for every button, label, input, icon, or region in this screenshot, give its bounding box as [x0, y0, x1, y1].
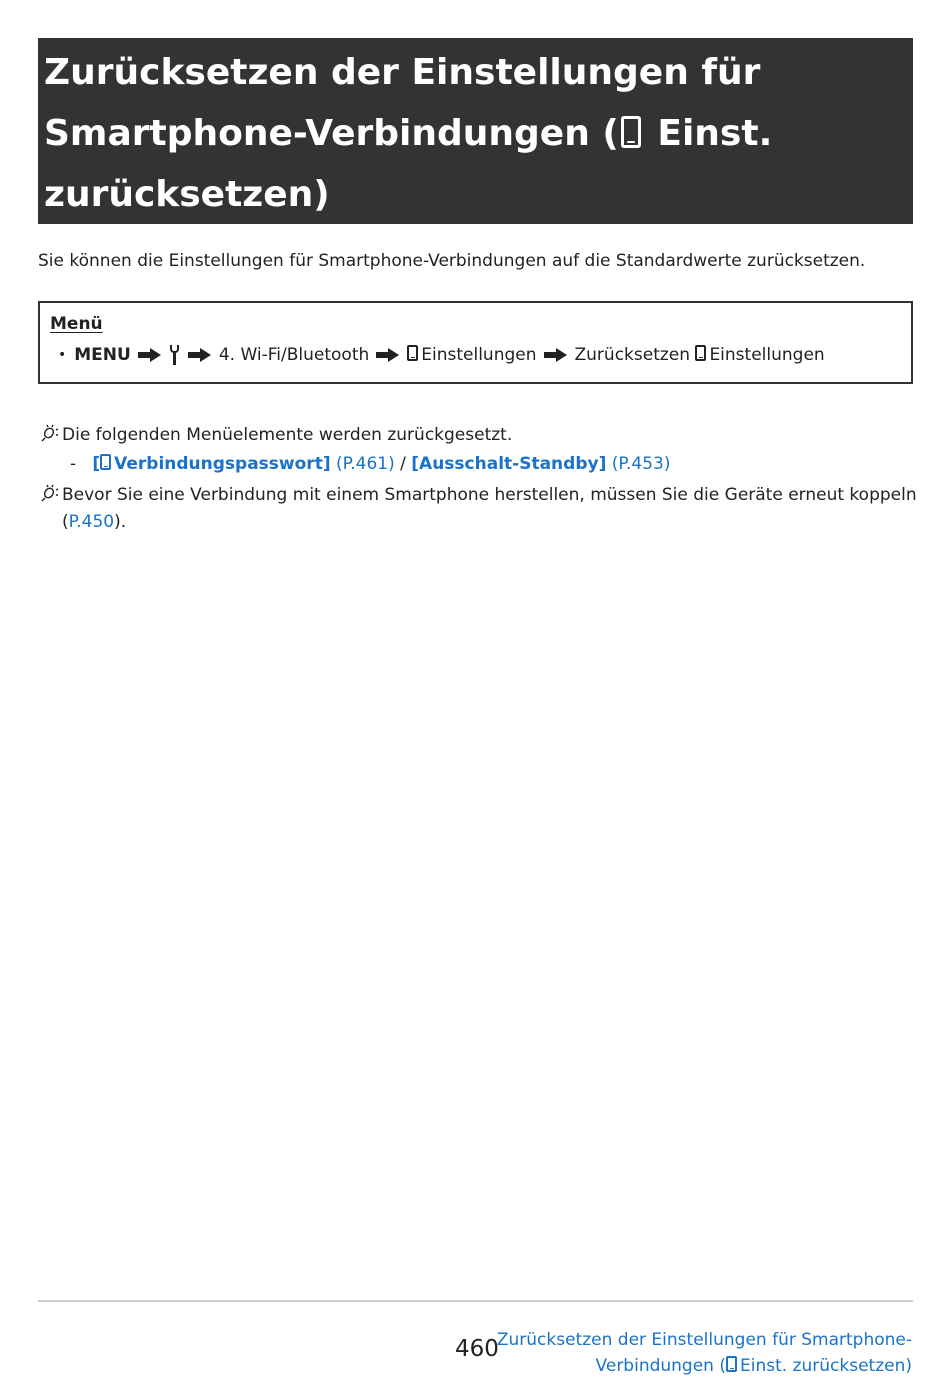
wrench-icon: [169, 345, 181, 365]
menu-step-settings: Einstellungen: [421, 345, 537, 365]
smartphone-icon: [695, 345, 706, 361]
menu-step-wifi: 4. Wi-Fi/Bluetooth: [218, 345, 370, 365]
note-2: [38, 481, 917, 509]
smartphone-icon: [407, 345, 418, 361]
smartphone-icon: [621, 116, 641, 148]
page-number: 460: [455, 1336, 499, 1362]
note-2-text: Bevor Sie eine Verbindung mit einem Smartphone herstellen, müssen Sie die Geräte erneut koppeln: [62, 485, 917, 505]
link-connection-password[interactable]: [92, 454, 330, 474]
menu-path: [58, 345, 825, 365]
footer-title-line-2: [497, 1353, 912, 1379]
paren-open: (: [62, 512, 69, 532]
note-1-text: Die folgenden Menüelemente werden zurückgesetzt.: [62, 425, 513, 445]
note-2-continuation: [62, 509, 126, 535]
smartphone-icon: [726, 1356, 737, 1372]
menu-heading: Menü: [50, 314, 103, 334]
intro-text: Sie können die Einstellungen für Smartphone-Verbindungen auf die Standardwerte zurücksetzen.: [38, 251, 866, 271]
title-line-2-suffix: Einst.: [657, 113, 773, 154]
link-page-461[interactable]: (P.461): [336, 454, 395, 474]
menu-path-box: [38, 301, 913, 384]
menu-step-reset-settings: Einstellungen: [709, 345, 825, 365]
reset-items-list: [70, 451, 670, 477]
footer-title-line-2-suffix: Einst. zurücksetzen): [740, 1356, 912, 1376]
footer-section-link[interactable]: [497, 1327, 912, 1379]
hint-icon: [38, 423, 60, 445]
link-connection-password-label: Verbindungspasswort]: [114, 454, 331, 474]
arrow-icon: [376, 348, 400, 362]
note-1: [38, 421, 512, 449]
arrow-icon: [188, 348, 212, 362]
smartphone-icon: [100, 454, 111, 470]
link-bracket: [: [92, 454, 101, 474]
arrow-icon: [138, 348, 162, 362]
link-standby[interactable]: [Ausschalt-Standby]: [411, 454, 607, 474]
menu-step-reset: Zurücksetzen: [574, 345, 691, 365]
link-page-450[interactable]: P.450: [68, 512, 115, 532]
title-line-2: [44, 103, 907, 164]
link-page-453[interactable]: (P.453): [611, 454, 671, 474]
footer-title-line-1: Zurücksetzen der Einstellungen für Smartphone-: [496, 1330, 912, 1350]
separator: /: [400, 454, 406, 474]
page-title: [38, 38, 913, 224]
paren-close: ).: [114, 512, 127, 532]
sub-dash: -: [70, 454, 77, 474]
footer-divider: [38, 1300, 913, 1302]
menu-label: MENU: [74, 345, 131, 365]
hint-icon: [38, 483, 60, 505]
title-line-3: zurücksetzen): [44, 174, 330, 215]
title-line-1: Zurücksetzen der Einstellungen für: [44, 52, 761, 93]
title-line-2-prefix: Smartphone-Verbindungen (: [44, 113, 619, 154]
bullet: •: [58, 347, 67, 363]
arrow-icon: [544, 348, 568, 362]
footer-title-line-2-prefix: Verbindungen (: [595, 1356, 726, 1376]
